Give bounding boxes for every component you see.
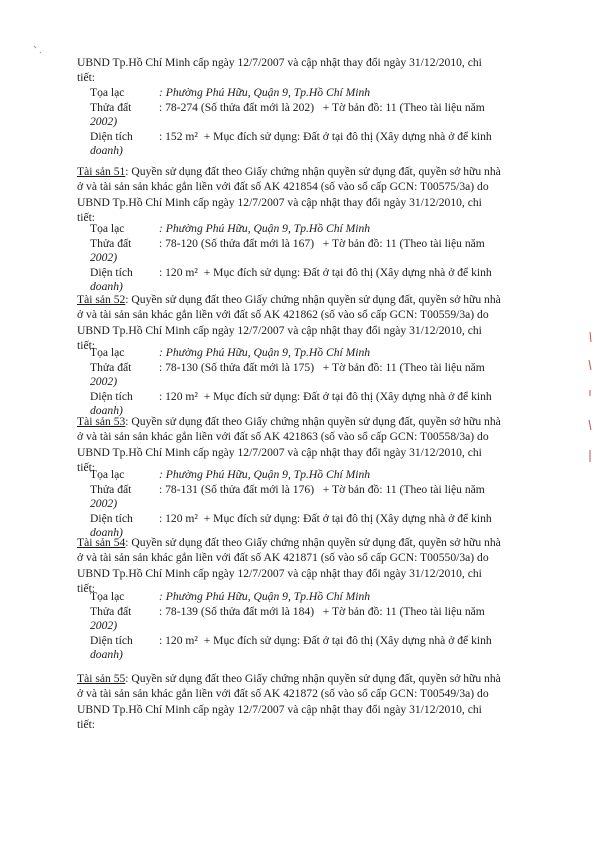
asset-54-paragraph [77, 535, 525, 597]
to-ban-do: + Tờ bản đồ: 11 (Theo tài liệu năm [322, 100, 485, 114]
intro-line-1: UBND Tp.Hồ Chí Minh cấp ngày 12/7/2007 và cập nhật thay đổi ngày 31/12/2010, chi [77, 56, 482, 69]
thua-dat-value: : 78-130 (Số thửa đất mới là 175) [159, 360, 315, 374]
dien-tich-label: Diện tích [90, 511, 133, 525]
toa-lac-label: Tọa lạc [90, 590, 125, 603]
asset-line: tiết: [77, 461, 96, 475]
asset-line: UBND Tp.Hồ Chí Minh cấp ngày 12/7/2007 và cập nhật thay đổi ngày 31/12/2010, chi [77, 195, 482, 209]
asset-54-fields [90, 590, 530, 663]
asset-line: UBND Tp.Hồ Chí Minh cấp ngày 12/7/2007 và cập nhật thay đổi ngày 31/12/2010, chi [77, 445, 482, 459]
year-note: 2002) [90, 619, 118, 633]
toa-lac-value: : Phường Phú Hữu, Quận 9, Tp.Hồ Chí Minh [159, 590, 371, 603]
thua-dat-label: Thửa đất [90, 100, 132, 114]
to-ban-do: + Tờ bản đồ: 11 (Theo tài liệu năm [322, 482, 485, 496]
asset-line: tiết: [77, 718, 96, 732]
asset-line: tiết: [77, 339, 96, 353]
intro-line-2: tiết: [77, 71, 96, 85]
asset-55-paragraph [77, 671, 525, 733]
asset-line: tiết: [77, 211, 96, 225]
dien-tich-value: : 152 m² [159, 129, 198, 143]
asset-line: ở và tài sản sản khác gắn liền với đất số AK 421854 (số vào sổ cấp GCN: T00575/3a) do [77, 180, 489, 194]
dien-tich-value: : 120 m² [159, 633, 198, 647]
intro-fields [90, 86, 530, 159]
dien-tich-value: : 120 m² [159, 265, 198, 279]
asset-51-paragraph [77, 164, 525, 226]
asset-line: : Quyền sử dụng đất theo Giấy chứng nhận quyền sử dụng đất, quyền sở hữu nhà [125, 672, 501, 685]
asset-51-fields [90, 222, 530, 295]
thua-dat-value: : 78-120 (Số thửa đất mới là 167) [159, 236, 315, 250]
asset-title: Tài sản 54 [77, 536, 126, 549]
asset-line: ở và tài sản sản khác gắn liền với đất số AK 421862 (số vào sổ cấp GCN: T00559/3a) do [77, 308, 489, 322]
dien-tich-label: Diện tích [90, 265, 133, 279]
toa-lac-value: : Phường Phú Hữu, Quận 9, Tp.Hồ Chí Minh [159, 222, 371, 235]
to-ban-do: + Tờ bản đồ: 11 (Theo tài liệu năm [322, 604, 485, 618]
asset-53-fields [90, 468, 530, 541]
asset-line: : Quyền sử dụng đất theo Giấy chứng nhận quyền sử dụng đất, quyền sở hữu nhà [125, 293, 501, 306]
dien-tich-label: Diện tích [90, 389, 133, 403]
year-note: 2002) [90, 115, 118, 129]
asset-line: UBND Tp.Hồ Chí Minh cấp ngày 12/7/2007 và cập nhật thay đổi ngày 31/12/2010, chi [77, 566, 482, 580]
doanh-note: doanh) [90, 144, 123, 158]
asset-title: Tài sản 55 [77, 672, 126, 685]
asset-line: ở và tài sản sản khác gắn liền với đất số AK 421871 (số vào sổ cấp GCN: T00550/3a) do [77, 551, 489, 565]
thua-dat-label: Thửa đất [90, 604, 132, 618]
asset-line: : Quyền sử dụng đất theo Giấy chứng nhận quyền sử dụng đất, quyền sở hữu nhà [125, 536, 501, 549]
muc-dich: + Mục đích sử dụng: Đất ở tại đô thị (Xây dựng nhà ở để kinh [203, 265, 492, 279]
toa-lac-value: : Phường Phú Hữu, Quận 9, Tp.Hồ Chí Minh [159, 346, 371, 359]
to-ban-do: + Tờ bản đồ: 11 (Theo tài liệu năm [322, 360, 485, 374]
asset-title: Tài sản 53 [77, 415, 126, 428]
muc-dich: + Mục đích sử dụng: Đất ở tại đô thị (Xây dựng nhà ở để kinh [203, 129, 492, 143]
asset-line: : Quyền sử dụng đất theo Giấy chứng nhận quyền sử dụng đất, quyền sở hữu nhà [125, 415, 501, 428]
thua-dat-value: : 78-274 (Số thửa đất mới là 202) [159, 100, 315, 114]
thua-dat-label: Thửa đất [90, 360, 132, 374]
year-note: 2002) [90, 497, 118, 511]
dien-tich-label: Diện tích [90, 129, 133, 143]
asset-line: : Quyền sử dụng đất theo Giấy chứng nhận quyền sử dụng đất, quyền sở hữu nhà [125, 165, 501, 178]
muc-dich: + Mục đích sử dụng: Đất ở tại đô thị (Xây dựng nhà ở để kinh [203, 633, 492, 647]
toa-lac-label: Tọa lạc [90, 86, 125, 99]
asset-53-paragraph [77, 414, 525, 476]
doanh-note: doanh) [90, 648, 123, 662]
to-ban-do: + Tờ bản đồ: 11 (Theo tài liệu năm [322, 236, 485, 250]
dien-tich-value: : 120 m² [159, 389, 198, 403]
muc-dich: + Mục đích sử dụng: Đất ở tại đô thị (Xây dựng nhà ở để kinh [203, 389, 492, 403]
intro-paragraph [77, 55, 525, 86]
dien-tich-label: Diện tích [90, 633, 133, 647]
toa-lac-value: : Phường Phú Hữu, Quận 9, Tp.Hồ Chí Minh [159, 468, 371, 481]
muc-dich: + Mục đích sử dụng: Đất ở tại đô thị (Xây dựng nhà ở để kinh [203, 511, 492, 525]
doanh-note: doanh) [90, 280, 123, 294]
thua-dat-value: : 78-139 (Số thửa đất mới là 184) [159, 604, 315, 618]
thua-dat-label: Thửa đất [90, 482, 132, 496]
asset-title: Tài sản 51 [77, 165, 126, 178]
toa-lac-label: Tọa lạc [90, 346, 125, 359]
toa-lac-label: Tọa lạc [90, 468, 125, 481]
asset-title: Tài sản 52 [77, 293, 126, 306]
thua-dat-value: : 78-131 (Số thửa đất mới là 176) [159, 482, 315, 496]
asset-line: UBND Tp.Hồ Chí Minh cấp ngày 12/7/2007 và cập nhật thay đổi ngày 31/12/2010, chi [77, 702, 482, 716]
asset-line: ở và tài sản sản khác gắn liền với đất số AK 421872 (số vào sổ cấp GCN: T00549/3a) do [77, 687, 489, 701]
toa-lac-label: Tọa lạc [90, 222, 125, 235]
asset-line: tiết: [77, 582, 96, 596]
asset-line: UBND Tp.Hồ Chí Minh cấp ngày 12/7/2007 và cập nhật thay đổi ngày 31/12/2010, chi [77, 323, 482, 337]
doanh-note: doanh) [90, 404, 123, 418]
asset-52-paragraph [77, 292, 525, 354]
corner-mark [30, 40, 50, 60]
dien-tich-value: : 120 m² [159, 511, 198, 525]
asset-line: ở và tài sản sản khác gắn liền với đất số AK 421863 (số vào sổ cấp GCN: T00558/3a) do [77, 430, 489, 444]
margin-handwriting-mark [585, 330, 595, 470]
thua-dat-label: Thửa đất [90, 236, 132, 250]
toa-lac-value: : Phường Phú Hữu, Quận 9, Tp.Hồ Chí Minh [159, 86, 371, 99]
year-note: 2002) [90, 375, 118, 389]
asset-52-fields [90, 346, 530, 419]
year-note: 2002) [90, 251, 118, 265]
doanh-note: doanh) [90, 526, 123, 540]
